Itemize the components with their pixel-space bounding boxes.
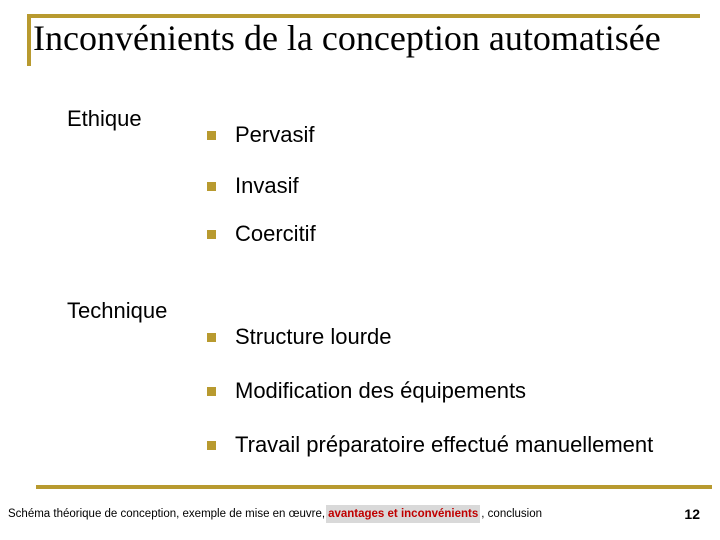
footer-breadcrumb bbox=[8, 505, 542, 523]
bullet-text: Travail préparatoire effectué manuellement bbox=[235, 432, 654, 457]
square-bullet-icon bbox=[207, 333, 216, 342]
bullet-item bbox=[207, 430, 653, 460]
bullet-text: Pervasif bbox=[235, 122, 315, 147]
footer-divider bbox=[36, 485, 712, 489]
breadcrumb-before: Schéma théorique de conception, exemple de mise en œuvre, bbox=[8, 508, 326, 520]
square-bullet-icon bbox=[207, 131, 216, 140]
section-label-ethique: Ethique bbox=[67, 106, 142, 131]
slide-title: Inconvénients de la conception automatisée bbox=[33, 18, 661, 58]
bullet-item bbox=[207, 322, 392, 352]
bullet-text: Structure lourde bbox=[235, 324, 392, 349]
section-label-technique: Technique bbox=[67, 298, 168, 323]
breadcrumb-after: , conclusion bbox=[481, 508, 543, 520]
title-border-left bbox=[27, 14, 31, 66]
bullet-item bbox=[207, 219, 316, 249]
bullet-text: Invasif bbox=[235, 173, 299, 198]
bullet-item bbox=[207, 376, 526, 406]
square-bullet-icon bbox=[207, 441, 216, 450]
bullet-item bbox=[207, 171, 299, 201]
square-bullet-icon bbox=[207, 387, 216, 396]
page-number: 12 bbox=[684, 506, 700, 522]
breadcrumb-current: avantages et inconvénients bbox=[326, 505, 480, 523]
bullet-text: Modification des équipements bbox=[235, 378, 527, 403]
bullet-item bbox=[207, 120, 314, 150]
square-bullet-icon bbox=[207, 230, 216, 239]
bullet-text: Coercitif bbox=[235, 221, 316, 246]
square-bullet-icon bbox=[207, 182, 216, 191]
